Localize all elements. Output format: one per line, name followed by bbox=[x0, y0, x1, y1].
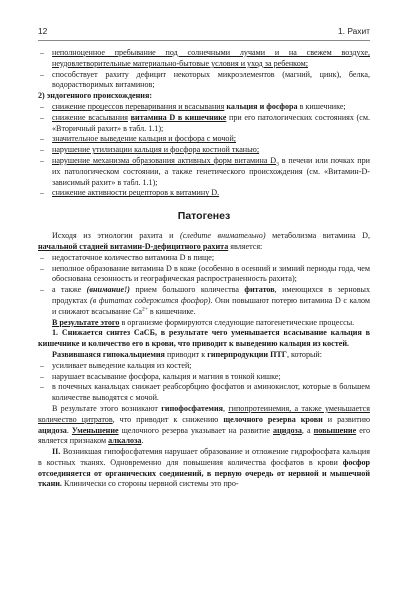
dash-bullet: – bbox=[40, 69, 45, 79]
dash-bullet: – bbox=[40, 371, 45, 381]
dash-bullet: – bbox=[40, 112, 45, 122]
chapter-title: 1. Рахит bbox=[338, 26, 370, 36]
dash-bullet: – bbox=[40, 285, 45, 295]
dash-bullet: – bbox=[40, 360, 45, 370]
list-item: – неполноценное пребывание под солнечными лучами и на свежем воздухе, неудовлетворительные материально-бытовые условия и уход за ребенком; bbox=[40, 48, 370, 68]
paragraph-point-2: II. Возникшая гипофосфатемия нарушает образование и отложение гидрофосфата кальция в костных тканях. Одновременно для повышения количества фосфатов в крови фосфор отсоединяется от органических соединений, в первую очередь от нервной и мышечной ткани. Клинически со стороны нервной системы это про- bbox=[38, 447, 370, 489]
list-item: – усиливает выведение кальция из костей; bbox=[40, 360, 192, 370]
paragraph-point-1: 1. Снижается синтез CaCБ, в результате чего уменьшается всасывание кальция в кишечнике и количество его в крови, что приводит к выведению кальция из костей. bbox=[38, 328, 370, 349]
dash-bullet: – bbox=[40, 145, 45, 155]
dash-bullet: – bbox=[40, 252, 45, 262]
list-item: – нарушение механизма образования активных форм витамина $D_3$ в печени или почках при их патологическом состоянии, а также генетического происхождения (см. «Витамин-D-зависимый рахит» в табл. 1.1); bbox=[40, 155, 370, 187]
subheading: 2) эндогенного происхождения: bbox=[38, 91, 153, 101]
page-number: 12 bbox=[38, 26, 48, 36]
dash-bullet: – bbox=[40, 134, 45, 144]
page-body bbox=[38, 48, 370, 490]
dash-bullet: – bbox=[40, 155, 45, 165]
section-heading: Патогенез bbox=[177, 210, 231, 223]
dash-bullet: – bbox=[40, 101, 45, 111]
list-item: – а также (внимание!) прием большого количества фитатов, имеющихся в зерновых продуктах (в фитатах содержится фосфор). Они повышают потерю витамина D с калом и снижают всасывание $Ca^{2+}$ в кишечнике. bbox=[40, 285, 370, 316]
list-item: – снижение активности рецепторов к витамину D. bbox=[40, 188, 220, 198]
list-item: – неполное образование витамина D в коже (особенно в осенний и зимний периоды года, чем обоснована сезонность и географическая распространенность рахита); bbox=[40, 263, 370, 284]
dash-bullet: – bbox=[40, 263, 45, 273]
list-item: – значительное выведение кальция и фосфора с мочой; bbox=[40, 134, 237, 144]
dash-bullet: – bbox=[40, 382, 45, 392]
page-header bbox=[38, 24, 370, 41]
paragraph: Исходя из этиологии рахита и (следите внимательно) метаболизма витамина D, начальной стадией витамин-D-дефицитного рахита является: bbox=[38, 231, 370, 251]
list-item: – нарушение утилизации кальция и фосфора костной тканью; bbox=[40, 145, 260, 155]
dash-bullet: – bbox=[40, 188, 45, 198]
paragraph: Развившаяся гипокальциемия приводит к гиперпродукции ПТГ, который: bbox=[52, 349, 323, 359]
list-item: – снижение процессов переваривания и всасывания кальция и фосфора в кишечнике; bbox=[40, 101, 346, 111]
dash-bullet: – bbox=[40, 48, 45, 57]
paragraph: В результате этого в организме формируются следующие патогенетические процессы. bbox=[52, 317, 355, 327]
list-item: – снижение всасывания витамина D в кишечнике при его патологических состояниях (см. «Вторичный рахит» в табл. 1.1); bbox=[40, 112, 370, 133]
list-item: – в почечных канальцах снижает реабсорбцию фосфатов и аминокислот, которые в большем количестве выводятся с мочой. bbox=[40, 382, 370, 403]
list-item: – способствует рахиту дефицит некоторых микроэлементов (магний, цинк), белка, водорастворимых витаминов; bbox=[40, 69, 370, 90]
paragraph: В результате этого возникают гипофосфатемия, гипопротеинемия, а также уменьшается количество цитратов, что приводит к снижению щелочного резерва крови и развитию ацидоза. Уменьшение щелочного резерва указывает на развитие ацидоза, а повышение его является признаком алкалоза. bbox=[38, 403, 370, 446]
list-item: – нарушает всасывание фосфора, кальция и магния в тонкой кишке; bbox=[40, 371, 281, 381]
list-item: – недостаточное количество витамина D в пище; bbox=[40, 252, 215, 262]
